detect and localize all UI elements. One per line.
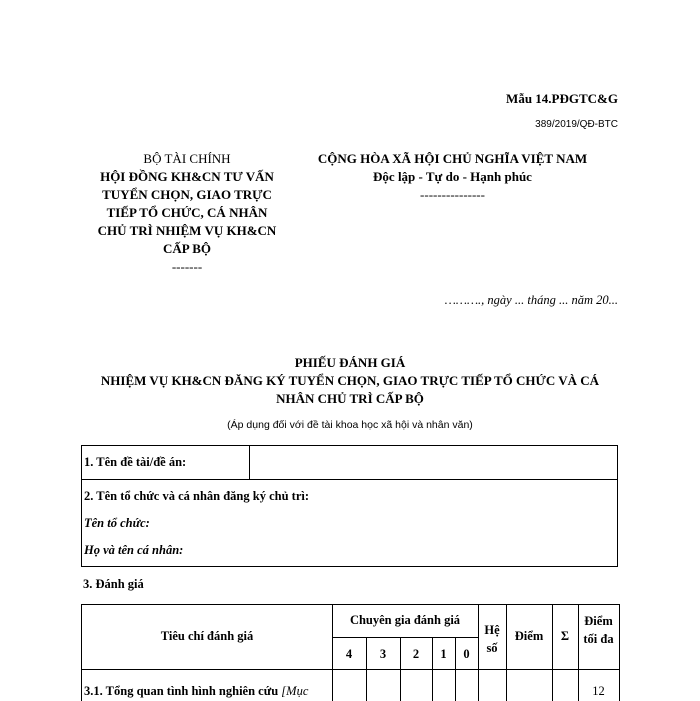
header-experts: Chuyên gia đánh giá	[349, 613, 461, 627]
header-score-4: 4	[345, 647, 353, 661]
form-code: Mẫu 14.PĐGTC&G	[506, 91, 618, 106]
date-line: ………., ngày ... tháng ... năm 20...	[444, 293, 618, 307]
person-field[interactable]	[202, 540, 612, 560]
evaluation-label: 3. Đánh giá	[83, 577, 144, 591]
decision-reference: 389/2019/QĐ-BTC	[535, 119, 618, 130]
criteria-3-1-reference: [Mục	[281, 684, 309, 698]
header-coefficient-line-1: Hệ	[484, 623, 500, 637]
table-row-max-score: 12	[592, 684, 605, 698]
applicant-box	[81, 479, 618, 567]
organization-label: Tên tổ chức:	[84, 516, 150, 530]
title-line-2: NHIỆM VỤ KH&CN ĐĂNG KÝ TUYỂN CHỌN, GIAO TRỰC TIẾP TỔ CHỨC VÀ CÁ	[100, 373, 600, 388]
right-divider: ---------------	[420, 187, 485, 202]
national-header-block	[300, 150, 605, 204]
applicability-note: (Áp dụng đối với đề tài khoa học xã hội và nhân văn)	[227, 419, 473, 431]
title-line-1: PHIẾU ĐÁNH GIÁ	[294, 355, 406, 370]
applicant-label: 2. Tên tổ chức và cá nhân đăng ký chủ trì:	[84, 489, 310, 503]
table-row-criteria	[84, 684, 330, 699]
header-sum: Σ	[560, 629, 570, 643]
header-score-2: 2	[412, 647, 420, 661]
issuing-authority-block	[82, 150, 292, 276]
council-name-line-2: TUYỂN CHỌN, GIAO TRỰC	[102, 187, 272, 202]
project-name-divider	[249, 446, 250, 479]
council-name-line-3: TIẾP TỔ CHỨC, CÁ NHÂN	[106, 205, 268, 220]
council-name-line-5: CẤP BỘ	[162, 241, 212, 256]
council-name-line-4: CHỦ TRÌ NHIỆM VỤ KH&CN	[97, 223, 277, 238]
left-divider: -------	[171, 259, 203, 274]
header-coefficient	[478, 621, 506, 657]
header-max-score	[578, 612, 619, 648]
header-bottom-line	[82, 669, 619, 670]
col-divider-score	[552, 605, 553, 701]
person-label: Họ và tên cá nhân:	[84, 543, 184, 557]
title-line-3: NHÂN CHỦ TRÌ CẤP BỘ	[276, 391, 424, 406]
header-coefficient-line-2: số	[486, 641, 498, 655]
organization-field[interactable]	[162, 513, 612, 533]
header-criteria: Tiêu chí đánh giá	[160, 629, 254, 643]
criteria-3-1-text: 3.1. Tổng quan tình hình nghiên cứu	[84, 684, 279, 698]
col-divider-coef	[506, 605, 507, 701]
project-name-box	[81, 445, 618, 480]
header-max-score-line-1: Điểm	[584, 614, 613, 628]
ministry-name: BỘ TÀI CHÍNH	[143, 151, 231, 166]
document-title	[82, 354, 618, 408]
header-score-1: 1	[440, 647, 447, 661]
council-name-line-1: HỘI ĐỒNG KH&CN TƯ VẤN	[100, 169, 274, 184]
experts-subheader-line	[332, 637, 478, 638]
project-name-field[interactable]	[251, 447, 615, 478]
header-max-score-line-2: tối đa	[583, 632, 614, 646]
country-name: CỘNG HÒA XÃ HỘI CHỦ NGHĨA VIỆT NAM	[317, 151, 588, 166]
header-score-3: 3	[379, 647, 387, 661]
header-score: Điểm	[514, 629, 544, 643]
header-score-0: 0	[463, 647, 470, 661]
project-name-label: 1. Tên đề tài/đề án:	[84, 455, 187, 469]
national-motto: Độc lập - Tự do - Hạnh phúc	[373, 169, 532, 184]
evaluation-table	[81, 604, 620, 701]
